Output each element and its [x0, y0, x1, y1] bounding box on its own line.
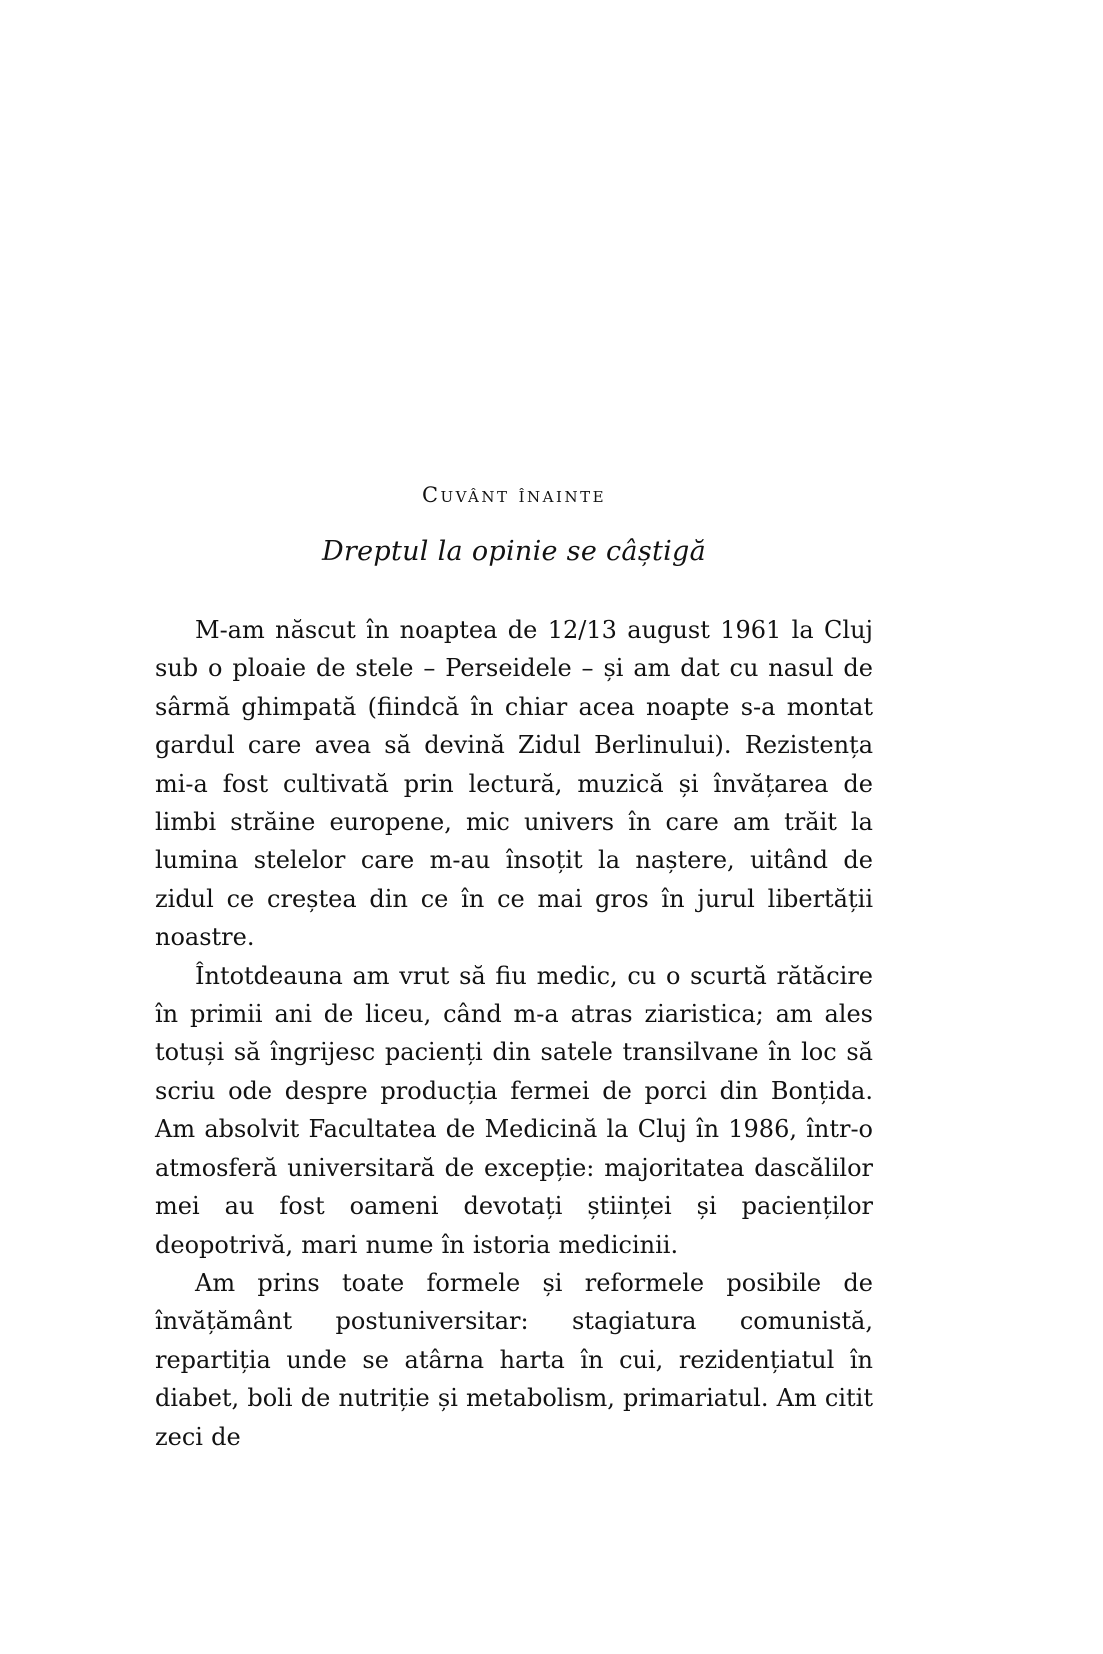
chapter-subtitle: Dreptul la opinie se câștigă — [321, 536, 707, 567]
body-paragraph-3: Am prins toate formele și reformele posibile de învățământ postuniversitar: stagiatura comunistă, repartiția unde se atârna harta în cui, rezidențiatul în diabet, boli de nutriție și metabolism, primariatul. Am citit zeci de — [155, 1268, 873, 1451]
text-block — [155, 482, 873, 1456]
body-paragraph-1: M-am născut în noaptea de 12/13 august 1961 la Cluj sub o ploaie de stele – Perseidele – și am dat cu nasul de sârmă ghimpată (fiindcă în chiar acea noapte s-a montat gardul care avea să devină Zidul Berlinului). Rezistența mi-a fost cultivată prin lectură, muzică și învățarea de limbi străine europene, mic univers în care am trăit la lumina stelelor care m-au însoțit la naștere, uitând de zidul ce creștea din ce în ce mai gros în jurul libertății noastre. — [155, 616, 873, 952]
chapter-title: Cuvânt înainte — [421, 483, 607, 507]
body-paragraph-2: Întotdeauna am vrut să fiu medic, cu o scurtă rătăcire în primii ani de liceu, când m-a atras ziaristica; am ales totuși să îngrijesc pacienți din satele transilvane în loc să scriu ode despre producția fermei de porci din Bonțida. Am absolvit Facultatea de Medicină la Cluj în 1986, într-o atmosferă universitară de excepție: majoritatea dascălilor mei au fost oameni devotați științei și pacienților deopotrivă, mari nume în istoria medicinii. — [155, 961, 873, 1259]
chapter-body — [155, 611, 873, 1456]
